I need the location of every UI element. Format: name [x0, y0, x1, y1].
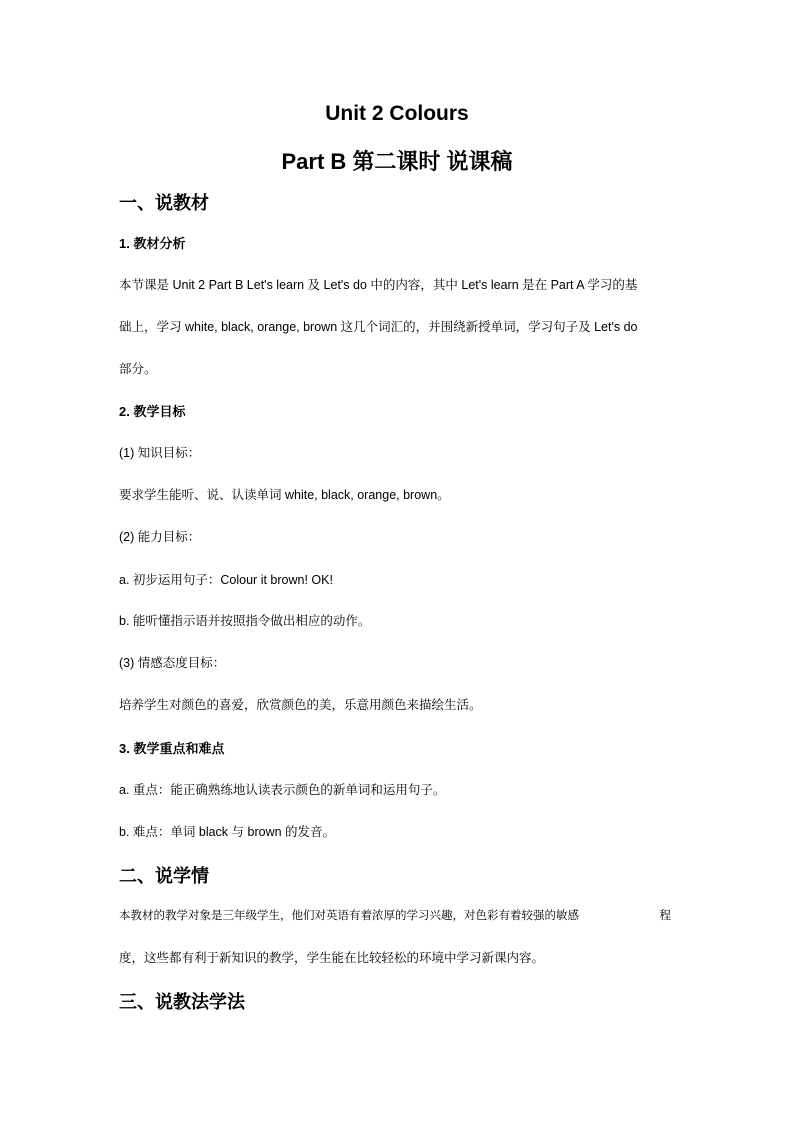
- goal-text-ability-b: b. 能听懂指示语并按照指令做出相应的动作。: [119, 614, 371, 628]
- goal-label-ability: (2) 能力目标：: [119, 530, 201, 544]
- subheading-key-points: 3. 教学重点和难点: [119, 741, 225, 756]
- goal-text-ability-a: a. 初步运用句子：Colour it brown! OK!: [119, 573, 333, 587]
- paragraph-line: 度，这些都有利于新知识的教学，学生能在比较轻松的环境中学习新课内容。: [119, 951, 545, 965]
- paragraph-line: 础上，学习 white, black, orange, brown 这几个词汇的，并围绕新授单词，学习句子及 Let's do: [119, 320, 638, 334]
- goal-text-knowledge: 要求学生能听、说、认读单词 white, black, orange, brown。: [119, 488, 450, 502]
- paragraph-line: 部分。: [119, 362, 157, 376]
- paragraph-line-left: 本教材的教学对象是三年级学生，他们对英语有着浓厚的学习兴趣，对色彩有着较强的敏感: [119, 910, 579, 922]
- paragraph-line: 本节课是 Unit 2 Part B Let's learn 及 Let's do 中的内容，其中 Let's learn 是在 Part A 学习的基: [119, 278, 638, 292]
- subheading-textbook-analysis: 1. 教材分析: [119, 236, 186, 251]
- goal-label-knowledge: (1) 知识目标：: [119, 446, 201, 460]
- document-subtitle: Part B 第二课时 说课稿: [281, 149, 513, 174]
- key-point-b: b. 难点：单词 black 与 brown 的发音。: [119, 825, 336, 839]
- key-point-a: a. 重点：能正确熟练地认读表示颜色的新单词和运用句子。: [119, 783, 446, 797]
- subheading-teaching-goals: 2. 教学目标: [119, 404, 186, 419]
- paragraph-line: [119, 907, 671, 923]
- document-title: Unit 2 Colours: [325, 102, 469, 125]
- paragraph-line-right: 程: [659, 910, 671, 922]
- goal-label-emotion: (3) 情感态度目标：: [119, 656, 226, 670]
- section-heading-methods: 三、说教法学法: [119, 992, 245, 1012]
- section-heading-textbook: 一、说教材: [119, 193, 209, 213]
- section-heading-students: 二、说学情: [119, 866, 209, 886]
- goal-text-emotion: 培养学生对颜色的喜爱，欣赏颜色的美，乐意用颜色来描绘生活。: [119, 698, 482, 712]
